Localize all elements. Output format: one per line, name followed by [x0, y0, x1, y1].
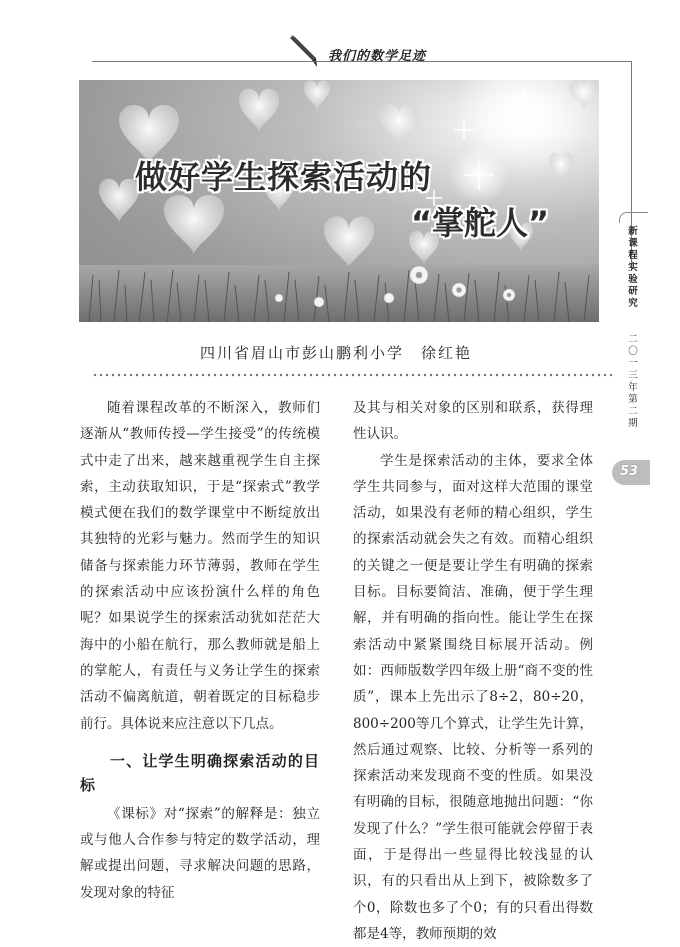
running-header: 我们的数学足迹 [328, 49, 427, 64]
author-byline: 四川省眉山市彭山鹏利小学 徐红艳 [200, 344, 473, 362]
dotted-divider [92, 372, 612, 378]
issue-label: 二 〇 一 三 年 第 二 期 [628, 334, 638, 429]
section-heading: 一、让学生明确探索活动的目标 [80, 751, 320, 794]
paragraph: 学生是探索活动的主体，要求全体学生共同参与，面对这样大范围的课堂活动，如果没有老师的精心组织，学生的探索活动就会失之有效。而精心组织的关键之一便是要让学生有明确的探索目标。目标要简洁、准确，便于学生理解，并有明确的指向性。能让学生在探索活动中紧紧围绕目标展开活动。例如：西师版数学四年级上册“商不变的性质”，课本上先出示了8÷2，80÷20，800÷200等几个算式，让学生先计算，然后通过观察、比较、分析等一系列的探索活动来发现商不变的性质。如果没有明确的目标，很随意地抛出问题：“你发现了什么？”学生很可能就会停留于表面，于是得出一些显得比较浅显的认识，有的只看出从上到下，被除数多了个0，除数也多了个0；有的只看出得数都是4等，教师预期的效 [353, 452, 593, 942]
paragraph: 《课标》对“探索”的解释是：独立或与他人合作参与特定的数学活动，理解或提出问题，寻求解决问题的思路，发现对象的特征 [80, 805, 320, 901]
right-column [353, 395, 593, 947]
article-title-line2: “掌舵人” [411, 204, 550, 242]
journal-name: 新 课 程 实 验 研 究 [628, 226, 638, 309]
side-tab-top [619, 212, 648, 223]
title-banner [79, 80, 599, 322]
pen-icon [286, 34, 326, 70]
paragraph: 及其与相关对象的区别和联系，获得理性认识。 [353, 400, 593, 443]
left-column [80, 395, 320, 906]
page-number: 53 [620, 464, 639, 479]
paragraph: 随着课程改革的不断深入，教师们逐渐从“教师传授—学生接受”的传统模式中走了出来，越来越重视学生自主探索，主动获取知识，于是“探索式”教学模式便在我们的数学课堂中不断绽放出其独特的光彩与魅力。然而学生的知识储备与探索能力环节薄弱，教师在学生的探索活动中应该扮演什么样的角色呢？如果说学生的探索活动犹如茫茫大海中的小船在航行，那么教师就是船上的掌舵人，有责任与义务让学生的探索活动不偏离航道，朝着既定的目标稳步前行。具体说来应注意以下几点。 [80, 400, 320, 732]
article-title-line1: 做好学生探索活动的 [135, 158, 433, 196]
header-rule [92, 61, 632, 62]
